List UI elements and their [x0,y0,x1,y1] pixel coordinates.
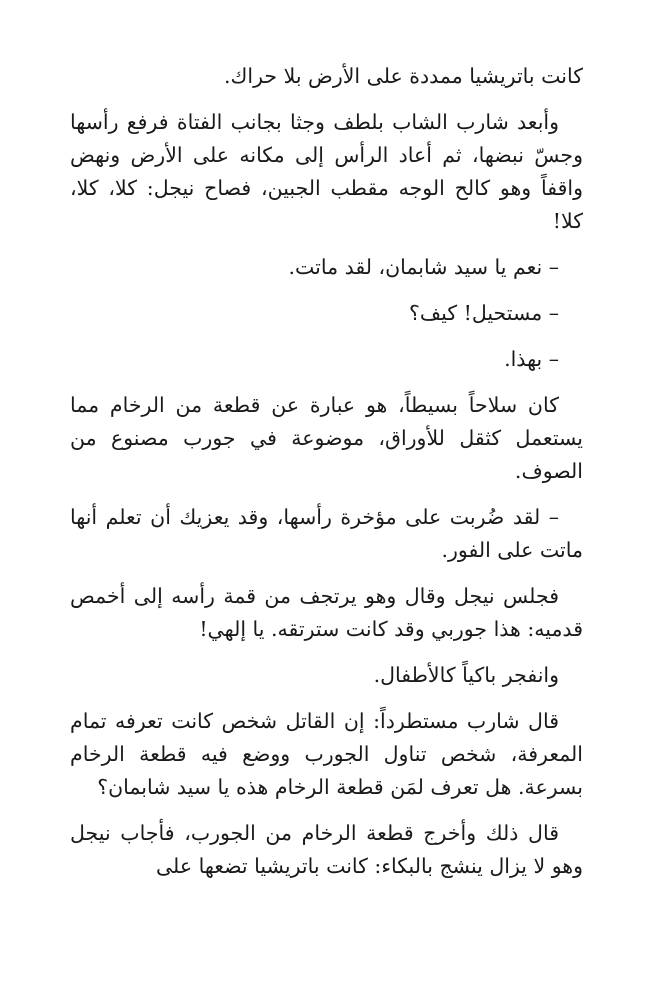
paragraph-3: – نعم يا سيد شابمان، لقد ماتت. [288,255,559,279]
paragraph-6: كان سلاحاً بسيطاً، هو عبارة عن قطعة من الرخام مما يستعمل كثقل للأوراق، موضوعة في جورب مصنوع من الصوف. [70,393,583,483]
paragraph-11: قال ذلك وأخرج قطعة الرخام من الجورب، فأجاب نيجل وهو لا يزال ينشج بالبكاء: كانت باتريشيا تضعها على [70,821,583,878]
page-body [70,60,583,896]
paragraph-10: قال شارب مستطرداً: إن القاتل شخص كانت تعرفه تمام المعرفة، شخص تناول الجورب ووضع فيه قطعة الرخام بسرعة. هل تعرف لمَن قطعة الرخام هذه يا سيد شابمان؟ [70,709,583,799]
paragraph-8: فجلس نيجل وقال وهو يرتجف من قمة رأسه إلى أخمص قدميه: هذا جوربي وقد كانت سترتقه. يا إلهي! [70,584,583,641]
paragraph-1: كانت باتريشيا ممددة على الأرض بلا حراك. [223,64,583,88]
paragraph-5: – بهذا. [504,347,559,371]
paragraph-4: – مستحيل! كيف؟ [409,301,559,325]
paragraph-9: وانفجر باكياً كالأطفال. [373,663,559,687]
paragraph-7: – لقد ضُربت على مؤخرة رأسها، وقد يعزيك أن تعلم أنها ماتت على الفور. [70,505,583,562]
paragraph-2: وأبعد شارب الشاب بلطف وجثا بجانب الفتاة فرفع رأسها وجسّ نبضها، ثم أعاد الرأس إلى مكانه على الأرض ونهض واقفاً وهو كالح الوجه مقطب الجبين، فصاح نيجل: كلا، كلا، كلا! [70,110,583,233]
